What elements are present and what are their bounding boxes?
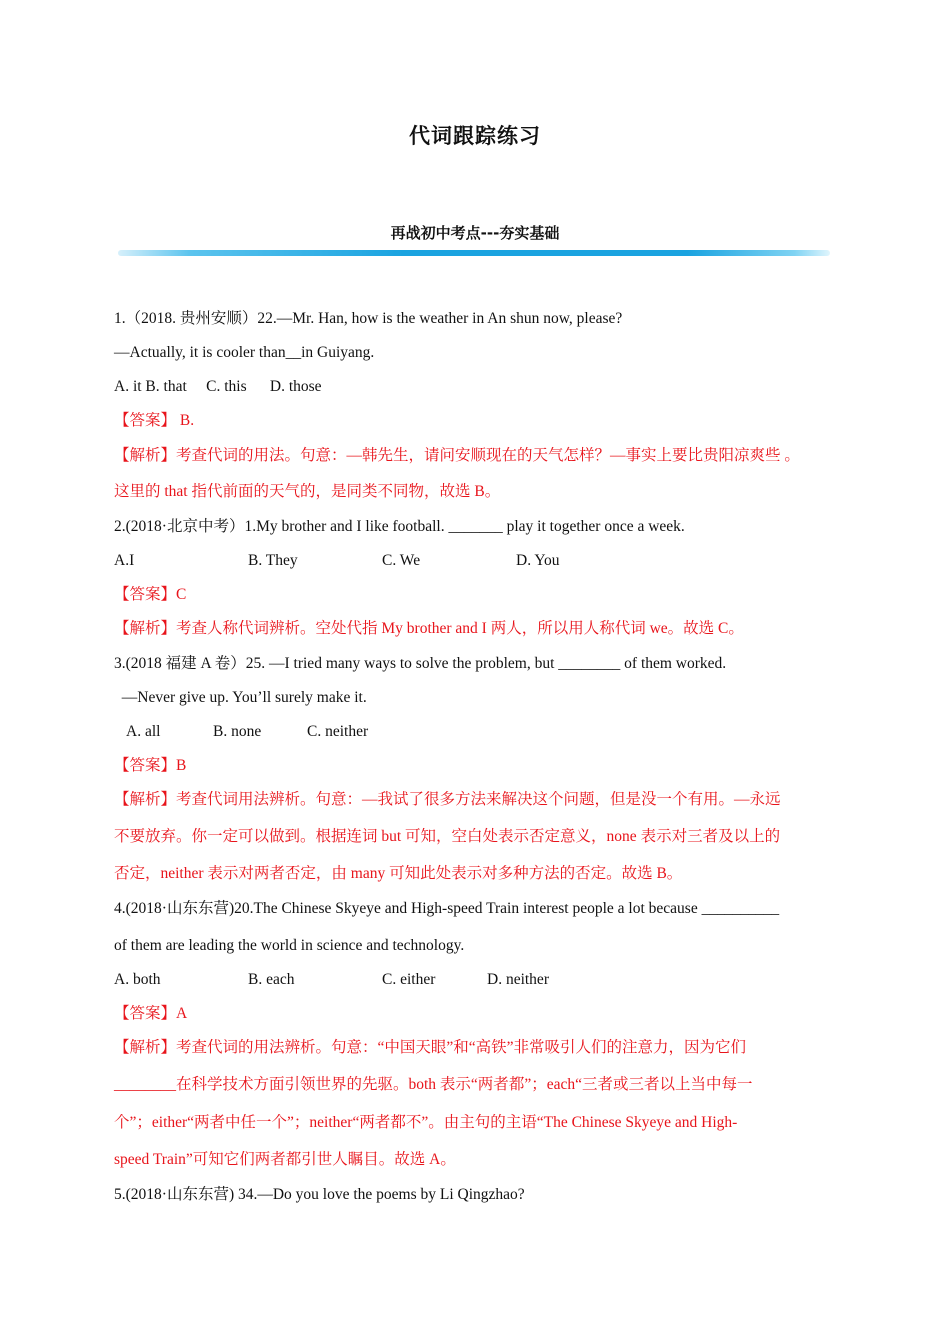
q3-option-a: A. all — [126, 723, 161, 740]
q2-option-c: C. We — [382, 552, 421, 569]
q4-analysis-line2: ________在科学技术方面引领世界的先驱。both 表示“两者都”；each“三者或三者以上当中每一 — [114, 1076, 753, 1093]
q1-answer: 【答案】 B. — [114, 412, 195, 429]
q3-option-b: B. none — [213, 723, 262, 740]
q2-option-b: B. They — [248, 552, 298, 569]
q2-option-a: A.I — [114, 552, 135, 569]
q4-answer: 【答案】A — [114, 1005, 188, 1022]
q4-analysis-line1: 【解析】考查代词的用法辨析。句意：“中国天眼”和“高铁”非常吸引人们的注意力，因为它们 — [114, 1039, 747, 1056]
q1-reply: —Actually, it is cooler than__in Guiyang. — [114, 344, 375, 361]
q1-options: A. it B. that C. this D. those — [114, 378, 322, 395]
q3-stem: 3.(2018 福建 A 卷）25. —I tried many ways to solve the problem, but ________ of them worked. — [114, 655, 727, 672]
q2-answer: 【答案】C — [114, 586, 187, 603]
q4-stem-line1: 4.(2018·山东东营)20.The Chinese Skyeye and High-speed Train interest people a lot because __________ — [114, 900, 780, 917]
q1-analysis-line1: 【解析】考查代词的用法。句意：—韩先生，请问安顺现在的天气怎样？—事实上要比贵阳凉爽些 。 — [114, 447, 800, 464]
q5-stem: 5.(2018·山东东营) 34.—Do you love the poems by Li Qingzhao? — [114, 1186, 525, 1203]
q4-option-d: D. neither — [487, 971, 549, 988]
section-divider — [118, 250, 830, 256]
q3-reply: —Never give up. You’ll surely make it. — [114, 689, 367, 706]
q2-analysis: 【解析】考查人称代词辨析。空处代指 My brother and I 两人，所以用人称代词 we。故选 C。 — [114, 620, 744, 637]
q2-stem: 2.(2018·北京中考）1.My brother and I like football. _______ play it together once a week. — [114, 518, 685, 535]
q3-answer: 【答案】B — [114, 757, 187, 774]
q3-analysis-line2: 不要放弃。你一定可以做到。根据连词 but 可知，空白处表示否定意义，none 表示对三者及以上的 — [114, 828, 781, 845]
page-title: 代词跟踪练习 — [409, 124, 541, 148]
q3-option-c: C. neither — [307, 723, 369, 740]
q4-analysis-line3: 个”；either“两者中任一个”；neither“两者都不”。由主句的主语“The Chinese Skyeye and High- — [114, 1114, 738, 1131]
q2-option-d: D. You — [516, 552, 560, 569]
q4-option-c: C. either — [382, 971, 436, 988]
q4-option-b: B. each — [248, 971, 295, 988]
section-heading: 再战初中考点---夯实基础 — [390, 224, 560, 242]
q1-analysis-line2: 这里的 that 指代前面的天气的，是同类不同物，故选 B。 — [114, 483, 501, 500]
q3-analysis-line1: 【解析】考查代词用法辨析。句意：—我试了很多方法来解决这个问题，但是没一个有用。—永远 — [114, 791, 781, 808]
q4-option-a: A. both — [114, 971, 161, 988]
q3-analysis-line3: 否定，neither 表示对两者否定，由 many 可知此处表示对多种方法的否定。故选 B。 — [114, 865, 683, 882]
q4-analysis-line4: speed Train”可知它们两者都引世人瞩目。故选 A。 — [114, 1151, 456, 1168]
q1-stem: 1.（2018. 贵州安顺）22.—Mr. Han, how is the weather in An shun now, please? — [114, 310, 623, 327]
q4-stem-line2: of them are leading the world in science and technology. — [114, 937, 465, 954]
